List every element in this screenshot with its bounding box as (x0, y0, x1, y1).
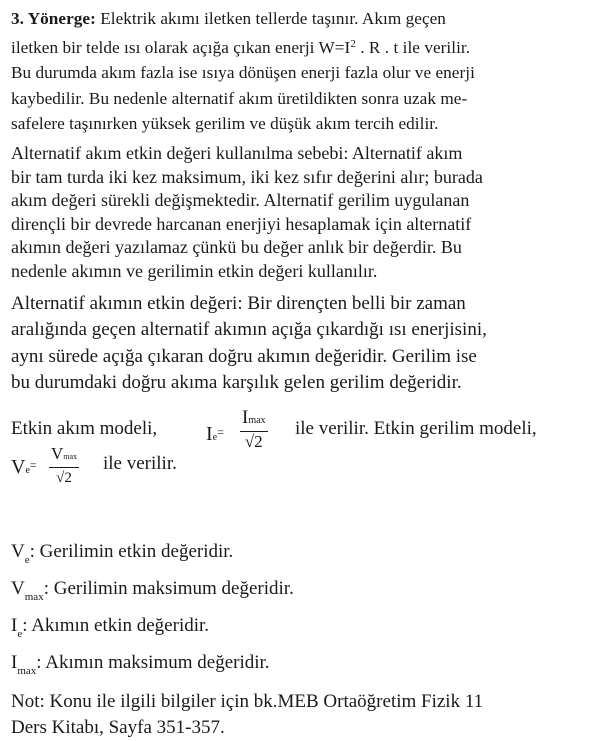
definition-item: $V_{max}$: Gerilimin maksimum değeridir. (11, 578, 294, 603)
paragraph-line: 3. Yönerge: Elektrik akımı iletken tellerde taşınır. Akım geçen (11, 9, 446, 28)
paragraph-line: bir tam turda iki kez maksimum, iki kez sıfır değerini alır; burada (11, 166, 483, 187)
paragraph-line: akımın değeri yazılamaz çünkü bu değer anlık bir değerdir. Bu (11, 237, 462, 258)
note-line: Not: Konu ile ilgili bilgiler için bk.MEB Ortaöğretim Fizik 11 (11, 691, 484, 712)
paragraph-line: dirençli bir devrede harcanan enerjiyi hesaplamak için alternatif (11, 213, 472, 234)
rms-reason-paragraph (11, 142, 587, 284)
current-model-intro: Etkin akım modeli, (11, 417, 158, 439)
definition-item: $I_{max}$: Akımın maksimum değeridir. (11, 652, 270, 677)
note-line: Ders Kitabı, Sayfa 351-357. (11, 717, 225, 738)
voltage-model-after: ile verilir. (103, 452, 177, 474)
document-page (11, 6, 587, 495)
rms-definition-paragraph (11, 291, 587, 397)
paragraph-line: Alternatif akımın etkin değeri: Bir dirençten belli bir zaman (11, 292, 466, 314)
definition-item: $V_e$: Gerilimin etkin değeridir. (11, 541, 234, 566)
paragraph-line: Bu durumda akım fazla ise ısıya dönüşen enerji fazla olur ve enerji (11, 63, 475, 83)
paragraph-line: kaybedilir. Bu nedenle alternatif akım üretildikten sonra uzak me- (11, 88, 468, 108)
paragraph-line: aynı sürede açığa çıkaran doğru akımın değeridir. Gerilim ise (11, 345, 477, 367)
current-lhs: Ie= (206, 422, 224, 445)
paragraph-line: bu durumdaki doğru akıma karşılık gelen gerilim değeridir. (11, 372, 462, 394)
current-model-after: ile verilir. Etkin gerilim modeli, (295, 417, 537, 439)
paragraph-line: safelere taşınırken yüksek gerilim ve düşük akım tercih edilir. (11, 114, 439, 134)
reference-note (11, 689, 483, 741)
voltage-lhs: Ve= (11, 455, 37, 478)
instruction-number: 3. Yönerge: (11, 9, 96, 28)
instruction-paragraph (11, 6, 587, 137)
definition-item: $I_e$: Akımın etkin değeridir. (11, 615, 210, 640)
paragraph-line: Alternatif akım etkin değeri kullanılma sebebi: Alternatif akım (11, 142, 463, 163)
exponent: 2 (350, 37, 356, 50)
voltage-fraction: Vmax √2 (51, 443, 78, 486)
paragraph-line: nedenle akımın ve gerilimin etkin değeri kullanılır. (11, 260, 378, 281)
paragraph-line: aralığında geçen alternatif akımın açığa çıkardığı ısı enerjisini, (11, 319, 487, 341)
paragraph-line: iletken bir telde ısı olarak açığa çıkan enerji $W=I^2$ . R . t ile verilir. (11, 37, 471, 57)
current-fraction: Imax √2 (242, 406, 266, 451)
formula-block (11, 406, 587, 495)
paragraph-line: akım değeri sürekli değişmektedir. Alternatif gerilim uygulanan (11, 190, 470, 211)
